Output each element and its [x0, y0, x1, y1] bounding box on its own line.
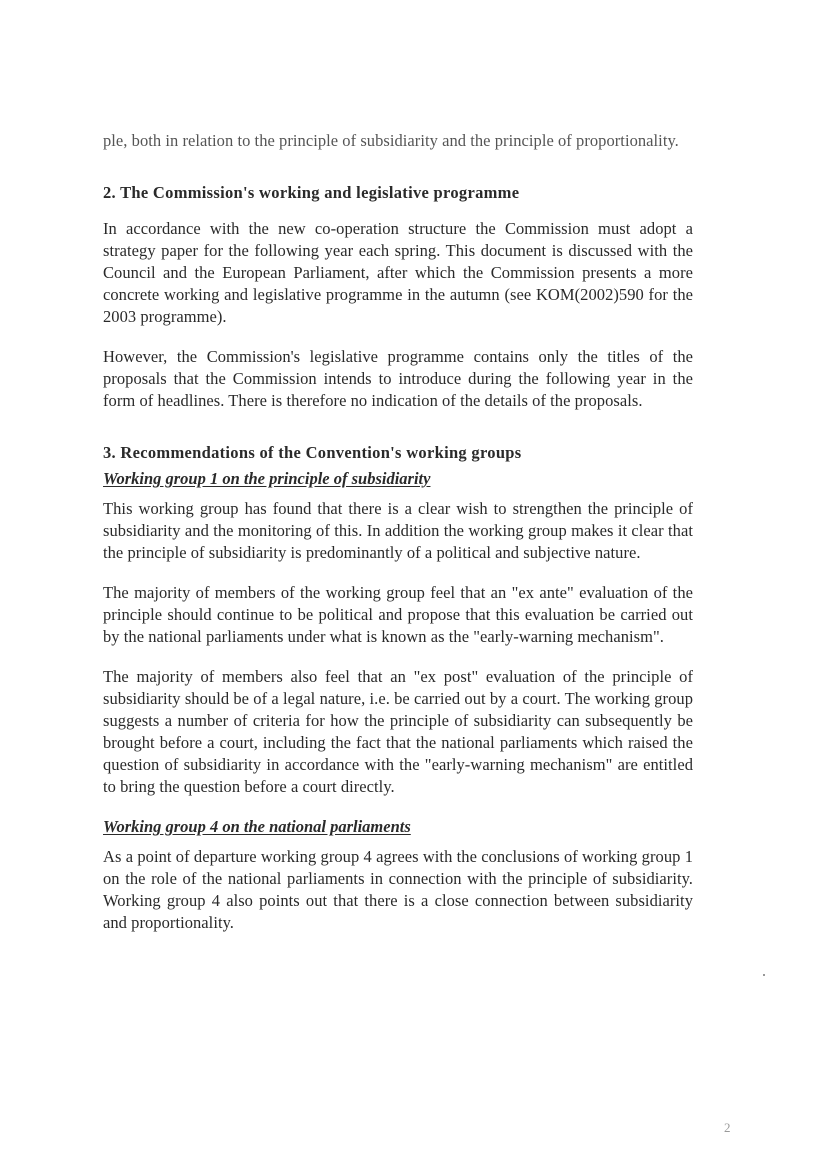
- page-number: 2: [724, 1120, 731, 1135]
- section-heading-working-groups: 3. Recommendations of the Convention's working groups: [103, 443, 522, 462]
- subheading-working-group-1: Working group 1 on the principle of subsidiarity: [103, 469, 431, 488]
- paragraph-group4-conclusions: As a point of departure working group 4 agrees with the conclusions of working group 1 on the role of the national parliaments in connection with the principle of subsidiarity. Working group 4 also points out that there is a close connection between subsidiarity and proportionality.: [103, 847, 693, 932]
- paragraph-legislative-titles: However, the Commission's legislative programme contains only the titles of the proposals that the Commission intends to introduce during the following year in the form of headlines. There is therefore no indication of the details of the proposals.: [103, 347, 693, 410]
- paragraph-strategy-paper: In accordance with the new co-operation structure the Commission must adopt a strategy paper for the following year each spring. This document is discussed with the Council and the European Parliament, after which the Commission presents a more concrete working and legislative programme in the autumn (see KOM(2002)590 for the 2003 programme).: [103, 219, 693, 326]
- paragraph-group1-ex-ante: The majority of members of the working group feel that an "ex ante" evaluation of the principle should continue to be political and propose that this evaluation be carried out by the national parliaments under what is known as the "early-warning mechanism".: [103, 583, 693, 646]
- section-heading-commission-programme: 2. The Commission's working and legislative programme: [103, 183, 520, 202]
- paragraph-group1-findings: This working group has found that there is a clear wish to strengthen the principle of subsidiarity and the monitoring of this. In addition the working group makes it clear that the principle of subsidiarity is predominantly of a political and subjective nature.: [103, 499, 693, 562]
- paragraph-group1-ex-post: The majority of members also feel that an "ex post" evaluation of the principle of subsidiarity should be of a legal nature, i.e. be carried out by a court. The working group suggests a number of criteria for how the principle of subsidiarity can subsequently be brought before a court, including the fact that the national parliaments which raised the question of subsidiarity in accordance with the "early-warning mechanism" are entitled to bring the question before a court directly.: [103, 667, 693, 796]
- document-page: [103, 130, 693, 934]
- continuation-paragraph: ple, both in relation to the principle of subsidiarity and the principle of proportionality.: [103, 131, 679, 150]
- scan-speck: [763, 974, 765, 976]
- subheading-working-group-4: Working group 4 on the national parliaments: [103, 817, 411, 836]
